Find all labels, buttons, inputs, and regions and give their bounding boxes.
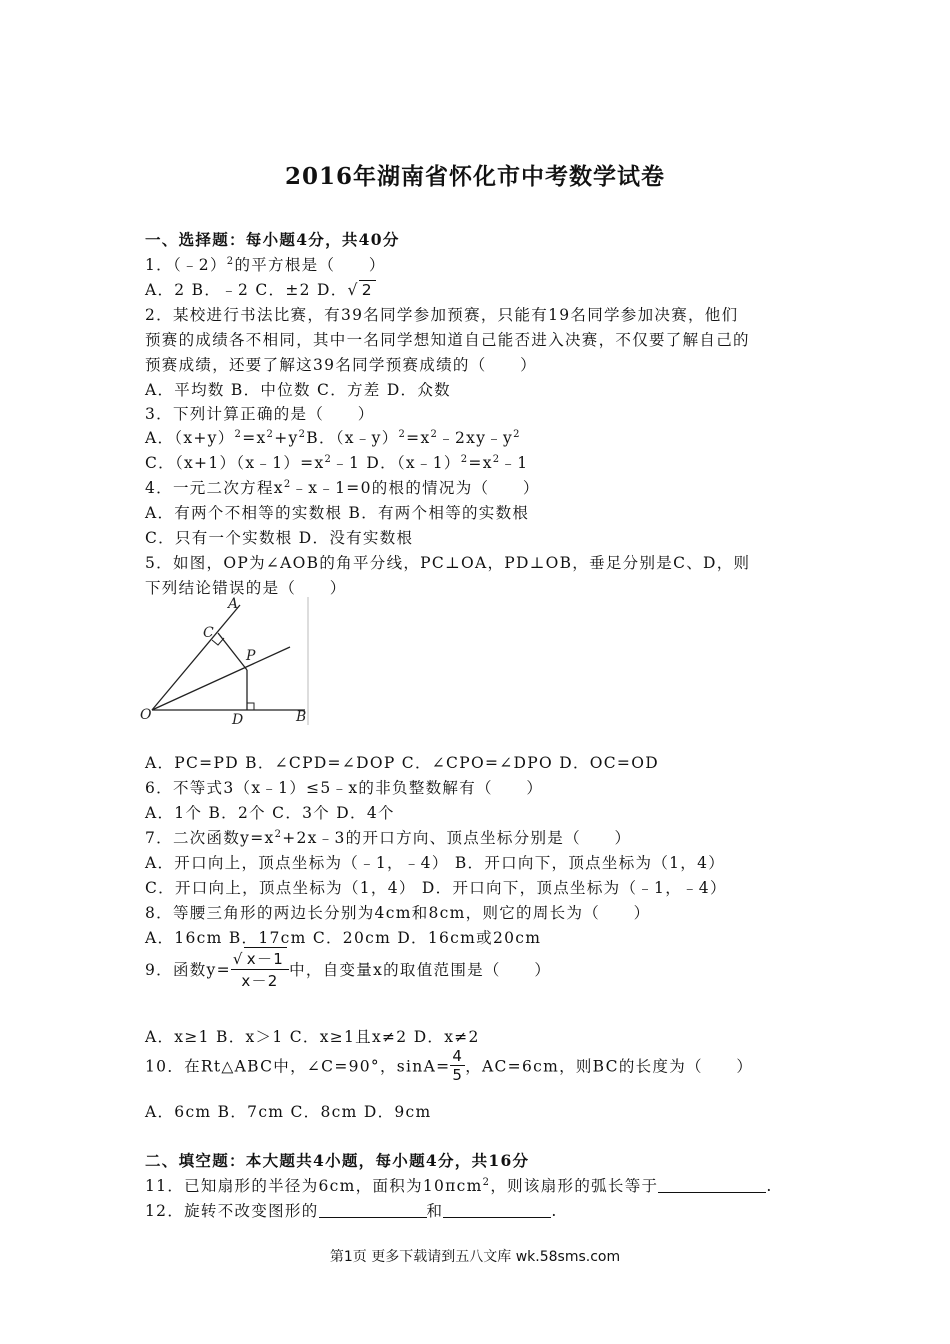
label-O: O: [140, 707, 152, 723]
answer-blank: [443, 1203, 551, 1218]
label-A: A: [228, 597, 239, 612]
question-9-options: A．x≥1 B．x＞1 C．x≥1且x≠2 D．x≠2: [145, 1028, 480, 1046]
question-8-options: A．16cm B．17cm C．20cm D．16cm或20cm: [145, 929, 542, 947]
question-5-options: A．PC=PD B．∠CPD=∠DOP C．∠CPO=∠DPO D．OC=OD: [145, 754, 659, 772]
question-1-stem: 1．（﹣2）$^2$的平方根是（ ）: [145, 256, 386, 274]
question-7-stem: 7．二次函数$y=x^2+2x﹣3$的开口方向、顶点坐标分别是（ ）: [145, 829, 632, 847]
page-title: 2016年湖南省怀化市中考数学试卷: [284, 163, 665, 190]
question-7-options-cd: C．开口向上，顶点坐标为（1，4） D．开口向下，顶点坐标为（﹣1，﹣4）: [145, 879, 727, 897]
question-2-options: A．平均数 B．中位数 C．方差 D．众数: [145, 381, 451, 399]
label-C: C: [203, 625, 214, 641]
angle-bisector-figure: [140, 597, 315, 731]
question-11-stem: 11．已知扇形的半径为6cm，面积为10πcm$^2$，则该扇形的弧长等于 .: [145, 1177, 773, 1195]
question-3-options-ab: A．$(x+y)^2=x^2+y^2B$．$(x﹣y)^2=x^2﹣2xy﹣y^2$: [145, 429, 521, 447]
question-3-stem: 3．下列计算正确的是（ ）: [145, 405, 375, 423]
fraction-4-5: $\frac{4}{5}$: [452, 1047, 464, 1084]
ray-OP: [152, 647, 290, 710]
label-P: P: [246, 648, 256, 664]
sqrt-2: 2: [359, 280, 376, 299]
right-angle-mark-D: [247, 703, 254, 710]
label-D: D: [232, 712, 244, 727]
question-6-stem: 6．不等式3（x﹣1）≤5﹣x的非负整数解有（ ）: [145, 779, 544, 797]
question-2-line1: 2．某校进行书法比赛，有39名同学参加预赛，只能有19名同学参加决赛，他们: [145, 306, 739, 324]
ray-OA: [152, 605, 240, 710]
question-2-line2: 预赛的成绩各不相同，其中一名同学想知道自己能否进入决赛，不仅要了解自己的: [145, 331, 750, 349]
question-3-options-cd: C．$(x+1)(x﹣1)=x^2﹣1$ D．$(x﹣1)^2=x^2﹣1$: [145, 454, 529, 472]
question-4-options-ab: A．有两个不相等的实数根 B．有两个相等的实数根: [145, 504, 530, 522]
question-10-stem: 10．在Rt△ABC中，∠C=90°，sinA= $\frac{4}{5}$ ，AC=6cm，则BC的长度为（ ）: [145, 1047, 754, 1084]
question-10-options: A．6cm B．7cm C．8cm D．9cm: [145, 1103, 432, 1121]
question-1-options: A．2 B．﹣2 C．±2 D．√ 2: [145, 278, 376, 300]
geometry-diagram: [140, 597, 315, 727]
answer-blank: [658, 1178, 766, 1193]
section1-header: 一、选择题：每小题4分，共40分: [145, 230, 400, 249]
answer-blank: [319, 1203, 427, 1218]
question-2-line3: 预赛成绩，还要了解这39名同学预赛成绩的（ ）: [145, 356, 537, 374]
page-footer: 第1页 更多下载请到五八文库 wk.58sms.com: [329, 1249, 621, 1265]
label-B: B: [296, 709, 307, 725]
question-8-stem: 8．等腰三角形的两边长分别为4cm和8cm，则它的周长为（ ）: [145, 904, 651, 922]
question-12-stem: 12．旋转不改变图形的 和 .: [145, 1202, 558, 1220]
question-4-stem: 4．一元二次方程$x^2﹣x﹣1=0$的根的情况为（ ）: [145, 479, 540, 497]
segment-PC: [218, 633, 247, 670]
question-4-options-cd: C．只有一个实数根 D．没有实数根: [145, 529, 414, 547]
fraction-sqrt: $\frac{√ x-1}{x-2}$: [231, 947, 289, 991]
question-7-options-ab: A．开口向上，顶点坐标为（﹣1，﹣4） B．开口向下，顶点坐标为（1，4）: [145, 854, 726, 872]
question-5-line2: 下列结论错误的是（ ）: [145, 579, 347, 597]
question-9-stem: 9．函数y= $\frac{√ x-1}{x-2}$ 中，自变量x的取值范围是（ ）: [145, 947, 551, 991]
question-6-options: A．1个 B．2个 C．3个 D．4个: [145, 804, 395, 822]
section2-header: 二、填空题：本大题共4小题，每小题4分，共16分: [145, 1151, 530, 1170]
question-5-line1: 5．如图，OP为∠AOB的角平分线，PC⊥OA，PD⊥OB，垂足分别是C、D，则: [145, 554, 751, 572]
